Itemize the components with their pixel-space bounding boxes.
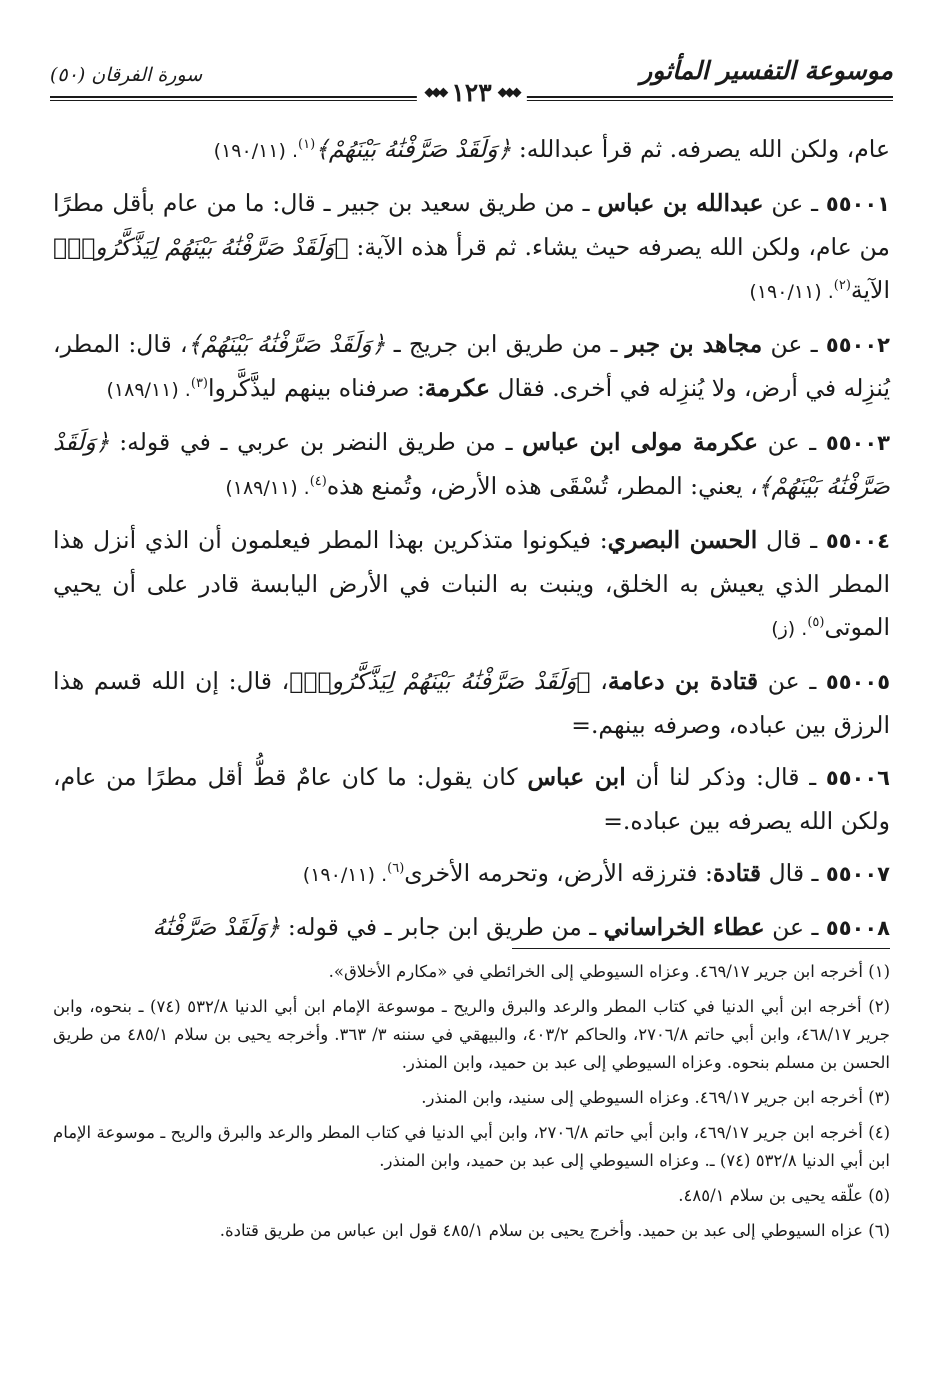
text-run: ـ عن <box>762 330 826 358</box>
text-run: ـ عن <box>763 189 826 217</box>
quran-verse: ﴿وَلَقَدْ صَرَّفْنَٰهُ بَيْنَهُمْ﴾ <box>53 428 890 500</box>
narration-55002 <box>53 323 890 412</box>
volume-reference: . (١٩٠/١١) <box>302 864 388 886</box>
text-run: : صرفناه بينهم ليذَّكَّروا <box>208 374 425 402</box>
text-run: كان يقول: ما كان عامٌ قطُّ أقل مطرًا من عام، ولكن الله يصرفه بين عباده.= <box>53 763 890 835</box>
text-run: ـ عن <box>758 667 826 695</box>
book-title: موسوعة التفسير المأثور <box>640 56 893 85</box>
text-run: الآية <box>850 276 890 304</box>
narrator-name: عطاء الخراساني <box>603 913 765 941</box>
text-run: : فترزقه الأرض، وتحرمه الأخرى <box>404 859 713 887</box>
footnote-marker: (٦) <box>387 861 405 877</box>
narration-number: ٥٥٠٠٣ <box>825 431 890 455</box>
quran-verse: ﴿وَلَقَدْ صَرَّفْنَٰهُ بَيْنَهُمْ لِيَذَّكَّرُوا۟﴾ <box>289 667 591 695</box>
narrator-name: عكرمة مولى ابن عباس <box>522 428 758 456</box>
narration-55006 <box>53 756 890 843</box>
footnote-marker: (٥) <box>807 615 825 631</box>
quran-verse: ﴿وَلَقَدْ صَرَّفْنَٰهُ بَيْنَهُمْ﴾ <box>187 330 386 358</box>
volume-reference: . (ز) <box>771 618 808 640</box>
footnote-1: (١) أخرجه ابن جرير ٤٦٩/١٧. وعزاه السيوطي إلى الخرائطي في «مكارم الأخلاق». <box>328 962 890 981</box>
footnote-5: (٥) علّقه يحيى بن سلام ٤٨٥/١. <box>678 1186 890 1205</box>
narrator-name: الحسن البصري <box>607 526 758 554</box>
ornament-icon: ◆◆◆ <box>424 85 446 100</box>
paragraph-continuation <box>53 128 890 173</box>
text-run: عام، ولكن الله يصرفه. ثم قرأ عبدالله: <box>511 135 890 163</box>
text-run: ـ من طريق سعيد بن جبير ـ قال: ما من عام بأقل مطرًا من عام، ولكن الله يصرفه حيث يشاء. ثم قرأ هذه الآية: <box>53 189 890 261</box>
narration-55004 <box>53 519 890 651</box>
quran-verse: ﴿وَلَقَدْ صَرَّفْنَٰهُ <box>152 913 281 941</box>
ornament-icon: ◆◆◆ <box>497 85 519 100</box>
narration-number: ٥٥٠٠٢ <box>825 333 890 357</box>
footnote-marker: (٤) <box>309 474 327 490</box>
text-run: ، قال: المطر، يُنزِله في أرض، ولا يُنزِله في أخرى. فقال <box>53 330 890 402</box>
text-run: ، <box>590 667 608 695</box>
narration-55008 <box>53 906 890 950</box>
narrator-name: عبدالله بن عباس <box>597 189 764 217</box>
narrator-name: ابن عباس <box>527 763 626 791</box>
narration-55003 <box>53 421 890 510</box>
volume-reference: . (١٩٠/١١) <box>749 281 834 303</box>
page-number: ١٢٣ <box>451 78 492 107</box>
footnote-marker: (٢) <box>833 278 851 294</box>
narration-55007 <box>53 852 890 897</box>
narrator-name: قتادة <box>712 859 762 887</box>
narration-55001 <box>53 182 890 314</box>
narrator-name: قتادة بن دعامة <box>607 667 759 695</box>
narration-number: ٥٥٠٠٤ <box>825 529 890 553</box>
text-run: ـ من طريق ابن جريج ـ <box>385 330 626 358</box>
narration-number: ٥٥٠٠٥ <box>825 670 891 694</box>
surah-title: سورة الفرقان (٥٠) <box>50 64 203 86</box>
narration-number: ٥٥٠٠٧ <box>825 862 890 886</box>
text-run: ـ عن <box>764 913 826 941</box>
volume-reference: . (١٩٠/١١) <box>213 140 299 162</box>
footnote-3: (٣) أخرجه ابن جرير ٤٦٩/١٧. وعزاه السيوطي إلى سنيد، وابن المنذر. <box>421 1088 890 1107</box>
footnote-4: (٤) أخرجه ابن جرير ٤٦٩/١٧، وابن أبي حاتم ٢٧٠٦/٨، وابن أبي الدنيا في كتاب المطر والرعد والبرق والريح ـ موسوعة الإمام ابن أبي الدنيا ٥٣٢/٨ (٧٤) ـ. وعزاه السيوطي إلى عبد بن حميد، وابن المنذر. <box>53 1123 890 1170</box>
text-run: : فيكونوا متذكرين بهذا المطر فيعلمون أن الذي أنزل هذا المطر الذي يعيش به الخلق، وينبت به النبات في الأرض اليابسة قادر على أن يحيي الموتى <box>53 526 890 641</box>
text-run: ـ من طريق ابن جابر ـ في قوله: <box>280 913 604 941</box>
narrator-name: مجاهد بن جبر <box>625 330 763 358</box>
text-run: ـ قال <box>757 526 826 554</box>
narration-number: ٥٥٠٠٨ <box>825 916 890 940</box>
text-run: ، قال: إن الله قسم هذا الرزق بين عباده، وصرفه بينهم.= <box>53 667 890 739</box>
page-header <box>50 56 893 116</box>
footnote-marker: (٣) <box>190 376 208 392</box>
page-number-block <box>416 78 526 107</box>
text-run: ـ عن <box>757 428 826 456</box>
narrator-name: عكرمة <box>424 374 491 402</box>
text-run: ـ من طريق النضر بن عربي ـ في قوله: <box>109 428 523 456</box>
text-run: ، يعني: المطر، تُسْقَى هذه الأرض، وتُمنع هذه <box>326 472 758 500</box>
text-run: ـ قال <box>761 859 826 887</box>
footnote-6: (٦) عزاه السيوطي إلى عبد بن حميد. وأخرج يحيى بن سلام ٤٨٥/١ قول ابن عباس من طريق قتادة. <box>219 1221 890 1240</box>
footnote-marker: (١) <box>298 137 316 153</box>
quran-verse: ﴿وَلَقَدْ صَرَّفْنَٰهُ بَيْنَهُمْ لِيَذَّكَّرُوا۟﴾ <box>53 233 349 261</box>
narration-number: ٥٥٠٠٦ <box>825 766 890 790</box>
narration-55005 <box>53 660 890 747</box>
footnotes <box>53 958 890 1252</box>
footnote-2: (٢) أخرجه ابن أبي الدنيا في كتاب المطر والرعد والبرق والريح ـ موسوعة الإمام ابن أبي الدنيا ٥٣٢/٨ (٧٤) ـ بنحوه، وابن جرير ٤٦٨/١٧، وابن أبي حاتم ٢٧٠٦/٨، والحاكم ٤٠٣/٢، والبيهقي في سننه ٣/ ٣٦٣. وأخرجه يحيى بن سلام ٤٨٥/١ من طريق الحسن بن مسلم بنحوه. وعزاه السيوطي إلى عبد بن حميد، وابن المنذر. <box>53 997 890 1072</box>
volume-reference: . (١٨٩/١١) <box>225 477 310 499</box>
footnote-separator <box>512 948 890 949</box>
quran-verse: ﴿وَلَقَدْ صَرَّفْنَٰهُ بَيْنَهُمْ﴾ <box>315 135 512 163</box>
text-run: ـ قال: وذكر لنا أن <box>625 763 826 791</box>
narration-number: ٥٥٠٠١ <box>825 192 890 216</box>
main-text <box>53 128 890 959</box>
volume-reference: . (١٨٩/١١) <box>106 379 191 401</box>
